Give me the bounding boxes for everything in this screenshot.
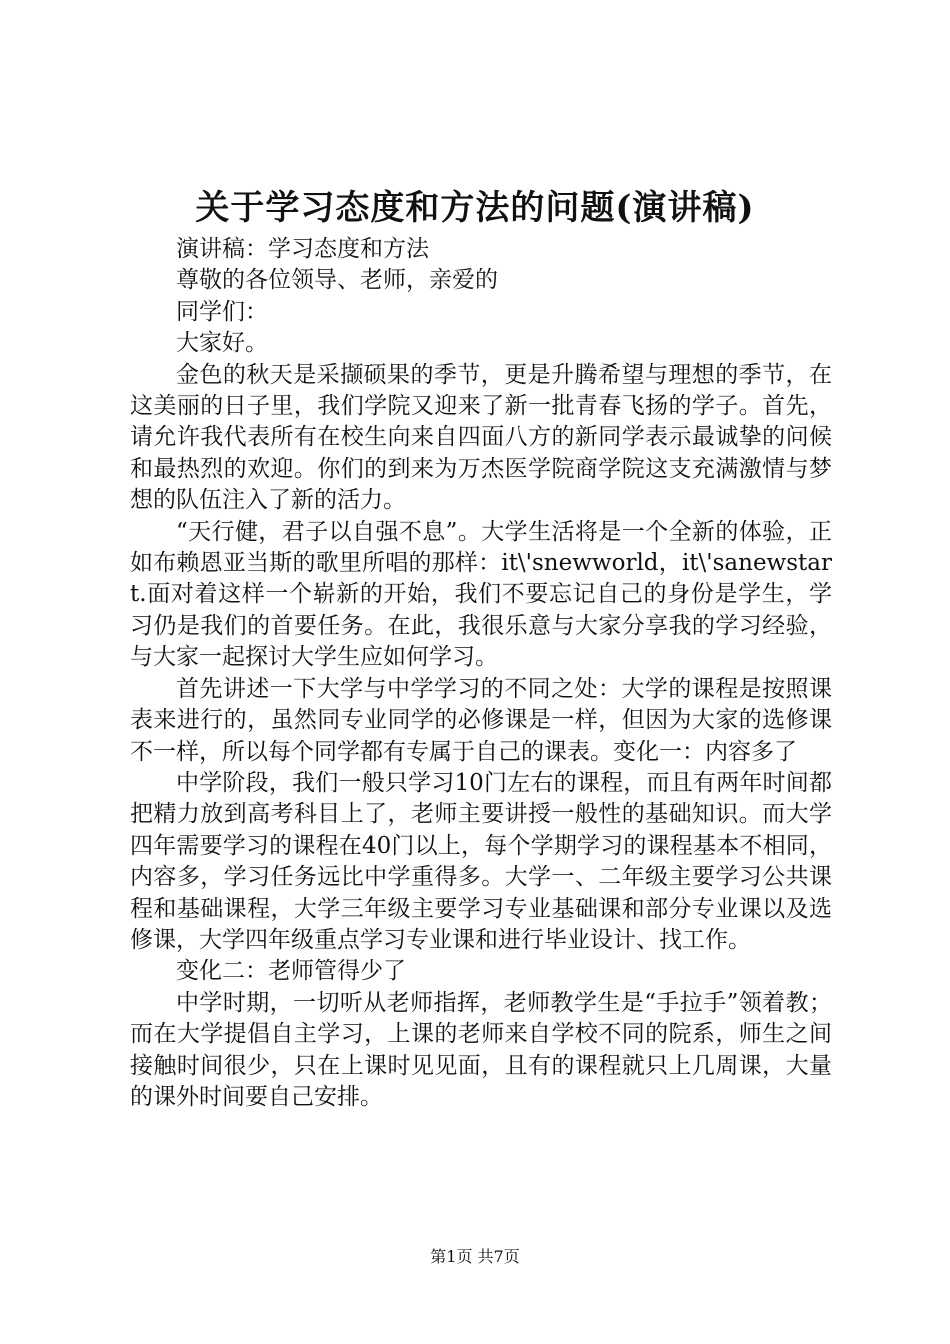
paragraph: 中学时期，一切听从老师指挥，老师教学生是“手拉手”领着教；而在大学提倡自主学习，上课的老师来自学校不同的院系，师生之间接触时间很少，只在上课时见见面，且有的课程就只上几周课，大量的课外时间要自己安排。 — [130, 989, 832, 1110]
page-number-footer: 第1页 共7页 — [430, 1247, 520, 1266]
document-body — [130, 234, 832, 1113]
paragraph-salutation-cont: 同学们： — [176, 298, 268, 325]
document-title: 关于学习态度和方法的问题(演讲稿) — [195, 188, 755, 228]
paragraph-subheading: 变化二：老师管得少了 — [176, 958, 406, 985]
paragraph: 中学阶段，我们一般只学习10门左右的课程，而且有两年时间都把精力放到高考科目上了，老师主要讲授一般性的基础知识。而大学四年需要学习的课程在40门以上，每个学期学习的课程基本不相同，内容多，学习任务远比中学重得多。大学一、二年级主要学习公共课程和基础课程，大学三年级主要学习专业基础课和部分专业课以及选修课，大学四年级重点学习专业课和进行毕业设计、找工作。 — [130, 769, 832, 953]
paragraph: 首先讲述一下大学与中学学习的不同之处：大学的课程是按照课表来进行的，虽然同专业同学的必修课是一样，但因为大家的选修课不一样，所以每个同学都有专属于自己的课表。变化一：内容多了 — [130, 675, 832, 765]
paragraph: 金色的秋天是采撷硕果的季节，更是升腾希望与理想的季节，在这美丽的日子里，我们学院又迎来了新一批青春飞扬的学子。首先，请允许我代表所有在校生向来自四面八方的新同学表示最诚挚的问候和最热烈的欢迎。你们的到来为万杰医学院商学院这支充满激情与梦想的队伍注入了新的活力。 — [130, 361, 832, 514]
paragraph-heading: 演讲稿：学习态度和方法 — [176, 236, 429, 262]
paragraph-salutation: 尊敬的各位领导、老师，亲爱的 — [176, 267, 498, 294]
paragraph-greeting: 大家好。 — [176, 330, 268, 357]
paragraph: “天行健，君子以自强不息”。大学生活将是一个全新的体验，正如布赖恩亚当斯的歌里所唱的那样：it\'snewworld，it\'sanewstart.面对着这样一个崭新的开始，我们不要忘记自己的身份是学生，学习仍是我们的首要任务。在此，我很乐意与大家分享我的学习经验，与大家一起探讨大学生应如何学习。 — [130, 518, 832, 671]
